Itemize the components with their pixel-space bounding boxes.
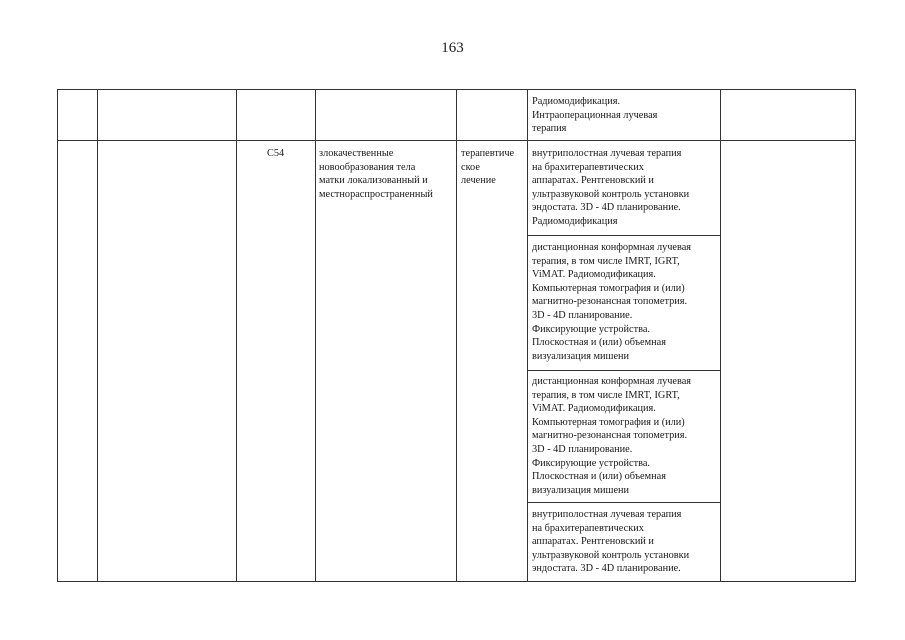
method-cell-3: дистанционная конформная лучевая терапия, в том числе IMRT, IGRT, ViMAT. Радиомодификация. Компьютерная томография и (или) магнитно-резонансная топометрия. 3D - 4D планирование. Фиксирующие устройства. Плоскостная и (или) объемная визуализация мишени [532, 376, 692, 496]
method-divider-3 [527, 502, 720, 503]
column-border-7 [720, 89, 721, 582]
treatment-type-cell: терапевтиче ское лечение [461, 148, 515, 187]
code-cell: C54 [267, 148, 285, 159]
method-divider-2 [527, 370, 720, 371]
column-border-8 [855, 89, 856, 582]
method-divider-1 [527, 235, 720, 236]
column-border-5 [456, 89, 457, 582]
column-border-6 [527, 89, 528, 582]
top-row-method: Радиомодификация. Интраоперационная лучевая терапия [532, 96, 658, 135]
diagnosis-cell: злокачественные новообразования тела матки локализованный и местнораспространенный [319, 148, 433, 200]
column-border-4 [315, 89, 316, 582]
column-border-1 [57, 89, 58, 582]
column-border-3 [236, 89, 237, 582]
column-border-2 [97, 89, 98, 582]
page-number: 163 [441, 40, 464, 56]
method-cell-2: дистанционная конформная лучевая терапия, в том числе IMRT, IGRT, ViMAT. Радиомодификация. Компьютерная томография и (или) магнитно-резонансная топометрия. 3D - 4D планирование. Фиксирующие устройства. Плоскостная и (или) объемная визуализация мишени [532, 242, 692, 362]
method-cell-4: внутриполостная лучевая терапия на брахитерапевтических аппаратах. Рентгеновский и ультразвуковой контроль установки эндостата. 3D - 4D планирование. [532, 509, 690, 575]
method-cell-1: внутриполостная лучевая терапия на брахитерапевтических аппаратах. Рентгеновский и ультразвуковой контроль установки эндостата. 3D - 4D планирование. Радиомодификация [532, 148, 690, 227]
